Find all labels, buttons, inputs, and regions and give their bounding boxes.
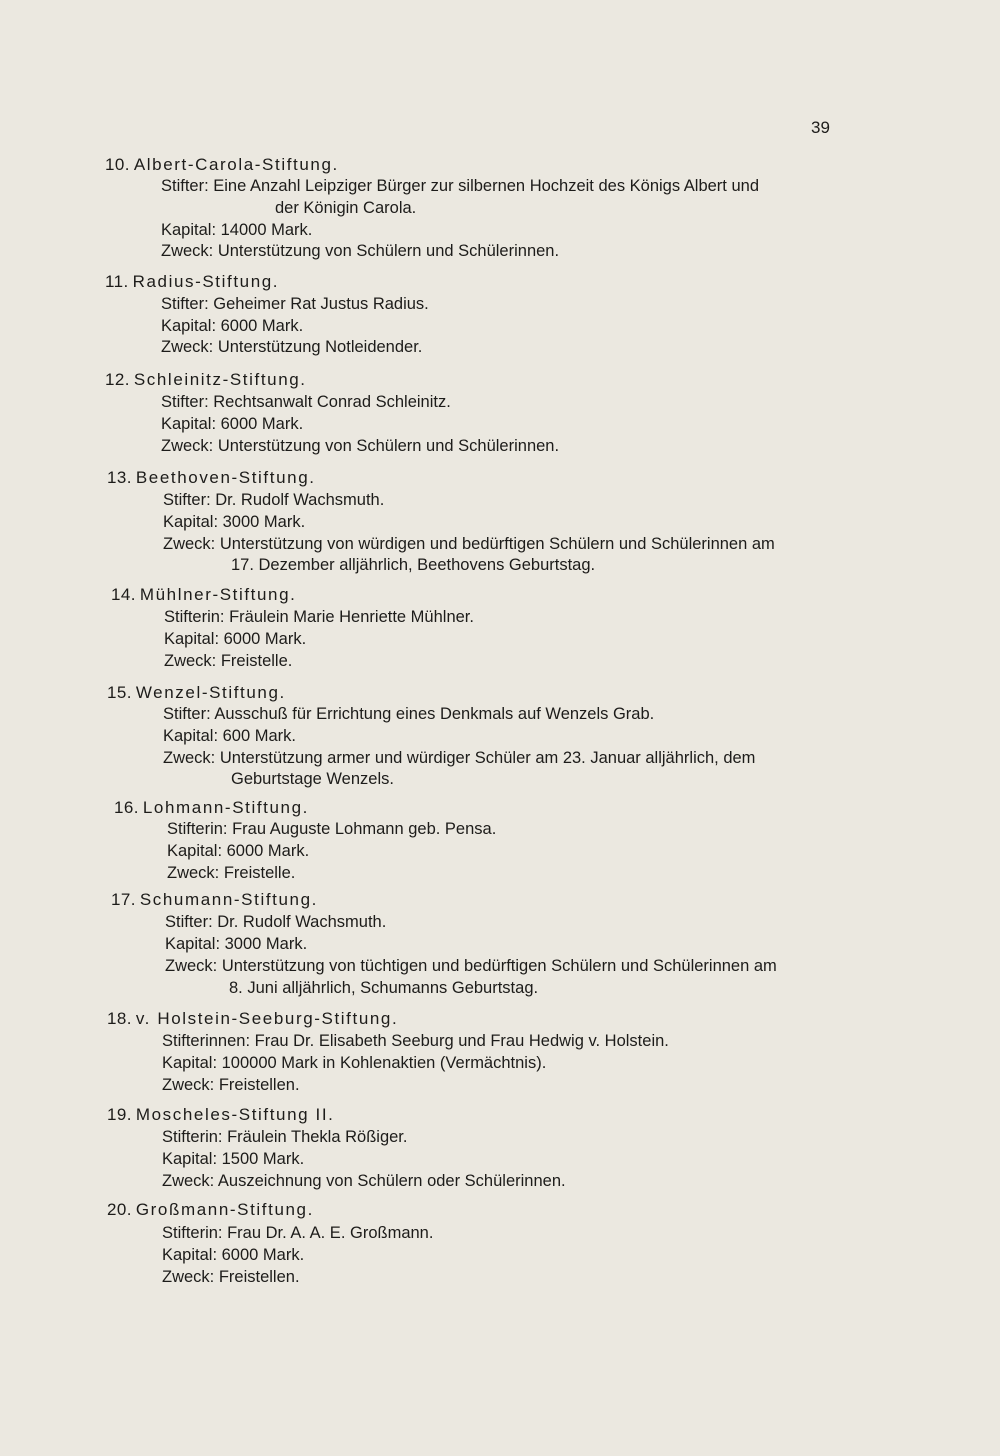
entry-heading — [107, 1009, 398, 1029]
capital-line: Kapital: 14000 Mark. — [161, 221, 313, 239]
purpose-line: Zweck: Unterstützung Notleidender. — [161, 338, 423, 356]
purpose-line: Zweck: Freistelle. — [167, 864, 296, 882]
purpose-line: Zweck: Freistellen. — [162, 1076, 300, 1094]
entry-heading — [105, 155, 339, 175]
capital-line: Kapital: 600 Mark. — [163, 727, 296, 745]
capital-line: Kapital: 6000 Mark. — [161, 415, 304, 433]
entry-heading — [107, 1105, 335, 1125]
purpose-line: Zweck: Unterstützung von Schülern und Schülerinnen. — [161, 437, 560, 455]
entry-number: 10. — [105, 155, 130, 174]
continuation-line: 8. Juni alljährlich, Schumanns Geburtstag. — [229, 979, 539, 997]
entry-heading — [107, 683, 286, 703]
capital-line: Kapital: 6000 Mark. — [161, 317, 304, 335]
founder-line: Stifterin: Fräulein Thekla Rößiger. — [162, 1128, 408, 1146]
entry-title: Radius-Stiftung. — [132, 272, 280, 291]
entry-title: Großmann-Stiftung. — [135, 1200, 314, 1219]
founder-line: Stifter: Ausschuß für Errichtung eines Denkmals auf Wenzels Grab. — [163, 705, 655, 723]
entry-number: 13. — [107, 468, 132, 487]
entry-title: Beethoven-Stiftung. — [135, 468, 316, 487]
continuation-line: der Königin Carola. — [275, 199, 417, 217]
entry-heading — [111, 585, 297, 605]
entry-title: Moscheles-Stiftung II. — [135, 1105, 335, 1124]
founder-line: Stifter: Dr. Rudolf Wachsmuth. — [163, 491, 385, 509]
entry-number: 12. — [105, 370, 130, 389]
entry-title: Schleinitz-Stiftung. — [133, 370, 307, 389]
purpose-line: Zweck: Unterstützung von Schülern und Schülerinnen. — [161, 242, 560, 260]
entry-number: 11. — [105, 272, 129, 291]
capital-line: Kapital: 100000 Mark in Kohlenaktien (Vermächtnis). — [162, 1054, 547, 1072]
purpose-line: Zweck: Unterstützung von würdigen und bedürftigen Schülern und Schülerinnen am — [163, 535, 775, 553]
entry-heading — [107, 468, 316, 488]
purpose-line: Zweck: Auszeichnung von Schülern oder Schülerinnen. — [162, 1172, 566, 1190]
entry-number: 16. — [114, 798, 139, 817]
entry-number: 18. — [107, 1009, 132, 1028]
capital-line: Kapital: 6000 Mark. — [162, 1246, 305, 1264]
page-number: 39 — [811, 118, 830, 137]
founder-line: Stifterinnen: Frau Dr. Elisabeth Seeburg und Frau Hedwig v. Holstein. — [162, 1032, 669, 1050]
continuation-line: Geburtstage Wenzels. — [231, 770, 394, 788]
entry-number: 19. — [107, 1105, 132, 1124]
entry-title: Wenzel-Stiftung. — [135, 683, 286, 702]
entry-title: Mühlner-Stiftung. — [139, 585, 297, 604]
entry-number: 17. — [111, 890, 136, 909]
entry-heading — [114, 798, 309, 818]
founder-line: Stifter: Eine Anzahl Leipziger Bürger zur silbernen Hochzeit des Königs Albert und — [161, 177, 760, 195]
founder-line: Stifter: Dr. Rudolf Wachsmuth. — [165, 913, 387, 931]
entry-number: 20. — [107, 1200, 132, 1219]
entry-heading — [105, 272, 279, 292]
founder-line: Stifterin: Frau Auguste Lohmann geb. Pensa. — [167, 820, 497, 838]
purpose-line: Zweck: Freistellen. — [162, 1268, 300, 1286]
entry-number: 15. — [107, 683, 132, 702]
entry-heading — [111, 890, 318, 910]
purpose-line: Zweck: Unterstützung armer und würdiger Schüler am 23. Januar alljährlich, dem — [163, 749, 756, 767]
entry-heading — [107, 1200, 314, 1220]
capital-line: Kapital: 6000 Mark. — [167, 842, 310, 860]
entry-number: 14. — [111, 585, 136, 604]
purpose-line: Zweck: Freistelle. — [164, 652, 293, 670]
purpose-line: Zweck: Unterstützung von tüchtigen und bedürftigen Schülern und Schülerinnen am — [165, 957, 777, 975]
capital-line: Kapital: 3000 Mark. — [163, 513, 306, 531]
entry-heading — [105, 370, 307, 390]
entry-title: Schumann-Stiftung. — [139, 890, 318, 909]
founder-line: Stifter: Rechtsanwalt Conrad Schleinitz. — [161, 393, 451, 411]
entry-title: Lohmann-Stiftung. — [142, 798, 309, 817]
capital-line: Kapital: 6000 Mark. — [164, 630, 307, 648]
founder-line: Stifterin: Fräulein Marie Henriette Mühlner. — [164, 608, 474, 626]
continuation-line: 17. Dezember alljährlich, Beethovens Geburtstag. — [231, 556, 596, 574]
entry-title: v. Holstein-Seeburg-Stiftung. — [135, 1009, 399, 1028]
entry-title: Albert-Carola-Stiftung. — [133, 155, 339, 174]
founder-line: Stifterin: Frau Dr. A. A. E. Großmann. — [162, 1224, 434, 1242]
capital-line: Kapital: 1500 Mark. — [162, 1150, 305, 1168]
founder-line: Stifter: Geheimer Rat Justus Radius. — [161, 295, 429, 313]
capital-line: Kapital: 3000 Mark. — [165, 935, 308, 953]
